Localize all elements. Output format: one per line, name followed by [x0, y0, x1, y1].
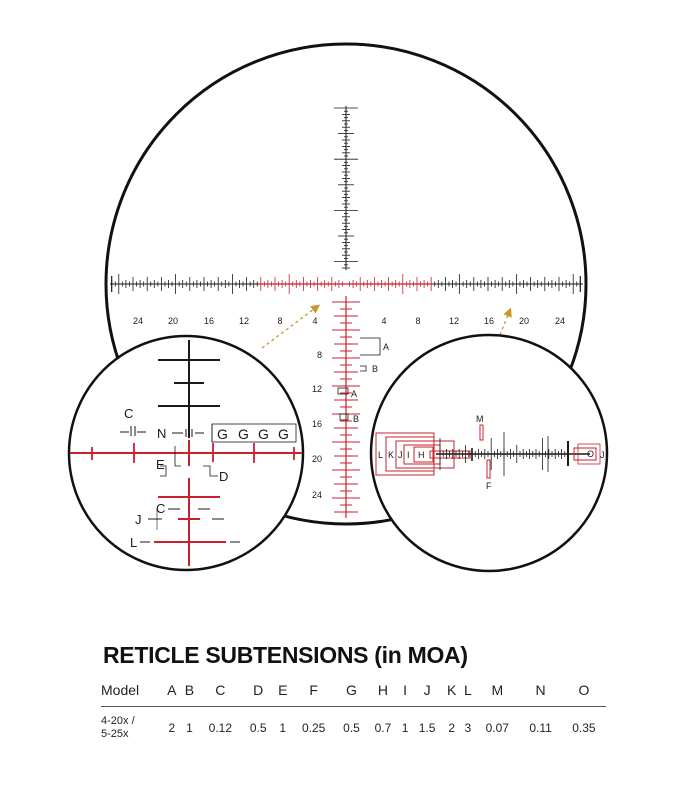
label-c-bottom: C	[156, 501, 166, 516]
zoom-arrow-right	[500, 310, 510, 335]
main-horizontal-stadia	[110, 274, 583, 294]
table-cell: 0.07	[485, 721, 509, 735]
h-scale-label: 16	[483, 316, 495, 326]
label-g-2: G	[238, 426, 249, 442]
column-header: J	[411, 680, 443, 707]
v-scale-label: 24	[311, 490, 322, 500]
label-k-nest: K	[388, 450, 395, 460]
table-cell: 1	[279, 721, 287, 735]
column-header: C	[198, 680, 242, 707]
table-title: RETICLE SUBTENSIONS (in MOA)	[103, 642, 468, 668]
label-c-top: C	[124, 406, 134, 421]
label-i-nest: I	[407, 450, 410, 460]
h-scale-label: 24	[132, 316, 144, 326]
zoom-arrow-left	[262, 306, 318, 348]
h-scale-label: 24	[554, 316, 566, 326]
table-cell: 0.5	[343, 721, 360, 735]
column-header: M	[475, 680, 519, 707]
column-header: O	[562, 680, 606, 707]
v-scale-label: 8	[316, 350, 322, 360]
column-header-model: Model	[101, 680, 163, 707]
table-cell: 2	[448, 721, 456, 735]
label-g-3: G	[258, 426, 269, 442]
column-header: E	[274, 680, 292, 707]
label-g-4: G	[278, 426, 289, 442]
table-cell: 1.5	[418, 721, 436, 735]
h-scale-label: 12	[238, 316, 250, 326]
table-cell: 1	[186, 721, 193, 735]
column-header: A	[163, 680, 181, 707]
table-cell: 0.7	[374, 721, 392, 735]
h-scale-label: 8	[415, 316, 421, 326]
table-cell: 1	[401, 721, 409, 735]
column-header: K	[443, 680, 461, 707]
table-row	[101, 707, 606, 746]
label-n: N	[157, 426, 167, 441]
column-header: I	[399, 680, 412, 707]
h-scale-label: 4	[312, 316, 318, 326]
table-cell: 0.35	[572, 721, 596, 735]
main-vertical-stadia	[332, 106, 360, 518]
table-cell: 2	[168, 721, 176, 735]
column-header: B	[181, 680, 199, 707]
callout-a-1: A	[383, 342, 390, 352]
h-scale-label: 20	[167, 316, 179, 326]
label-l: L	[130, 535, 138, 550]
label-e: E	[156, 457, 165, 472]
label-j: J	[135, 512, 142, 527]
table-cell: 0.25	[301, 721, 326, 735]
model-value: 4-20x / 5-25x	[101, 715, 135, 740]
h-scale-label: 20	[518, 316, 530, 326]
column-header: D	[242, 680, 274, 707]
table-cell: 0.11	[529, 721, 552, 735]
column-header: G	[336, 680, 368, 707]
model-cell	[101, 707, 163, 746]
label-o: O	[587, 449, 595, 459]
label-g-1: G	[217, 426, 228, 442]
h-scale-label: 8	[277, 316, 283, 326]
table-cell: 0.5	[249, 721, 267, 735]
table-header-row	[101, 680, 606, 707]
v-scale-label: 12	[311, 384, 322, 394]
h-scale-label: 4	[381, 316, 387, 326]
column-header: L	[461, 680, 476, 707]
callout-b-2: B	[353, 414, 360, 424]
label-l-nest: L	[378, 450, 384, 460]
callout-a-2: A	[351, 389, 358, 399]
callout-b-1: B	[372, 364, 379, 374]
h-scale-label: 12	[448, 316, 460, 326]
subtension-table	[101, 680, 606, 745]
column-header: F	[292, 680, 336, 707]
table-cell: 0.12	[208, 721, 233, 735]
v-scale-label: 16	[311, 419, 322, 429]
column-header: H	[367, 680, 399, 707]
label-f: F	[486, 481, 492, 491]
h-scale-label: 16	[203, 316, 215, 326]
label-m: M	[476, 414, 484, 424]
label-d: D	[219, 469, 229, 484]
label-j-nest: J	[398, 450, 403, 460]
column-header: N	[519, 680, 561, 707]
label-h-nest: H	[418, 450, 425, 460]
label-j-right: J	[600, 450, 605, 460]
table-cell: 3	[464, 721, 472, 735]
v-scale-label: 20	[311, 454, 322, 464]
